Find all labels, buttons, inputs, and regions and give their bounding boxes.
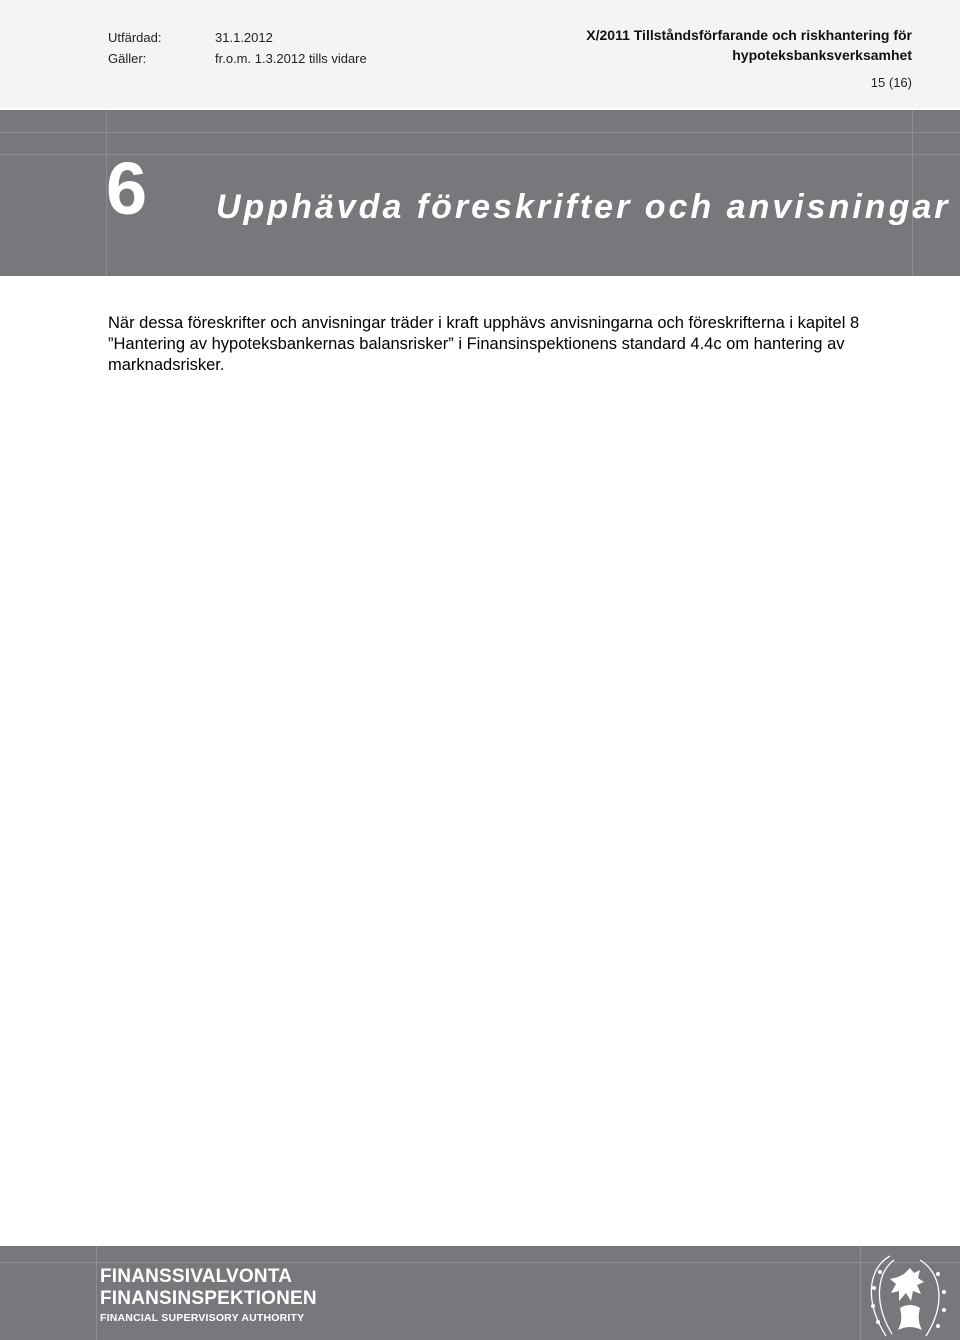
valid-row [108, 48, 367, 69]
band-grid-line [0, 132, 960, 133]
footer-grid-line [0, 1262, 960, 1263]
page-footer [0, 1246, 960, 1340]
logo-line-finnish: FINANSSIVALVONTA [100, 1266, 293, 1287]
valid-label: Gäller: [108, 51, 147, 66]
issued-value: 31.1.2012 [215, 30, 273, 45]
logo-line-swedish: FINANSINSPEKTIONEN [100, 1288, 317, 1309]
page-header [0, 0, 960, 108]
document-title-line1: X/2011 Tillståndsförfarande och riskhantering för [586, 27, 912, 43]
authority-logo [100, 1266, 317, 1326]
issued-row [108, 27, 367, 48]
chapter-number: 6 [106, 147, 148, 230]
valid-value: fr.o.m. 1.3.2012 tills vidare [215, 51, 367, 66]
chapter-heading-band [0, 110, 960, 276]
logo-line-english: FINANCIAL SUPERVISORY AUTHORITY [100, 1312, 305, 1324]
footer-grid-line [96, 1246, 97, 1340]
header-meta [108, 27, 367, 69]
finnish-lion-emblem-icon [860, 1250, 956, 1340]
issued-label: Utfärdad: [108, 30, 162, 45]
body-paragraph: När dessa föreskrifter och anvisningar träder i kraft upphävs anvisningarna och föreskrifterna i kapitel 8 ”Hantering av hypoteksbankernas balansrisker” i Finansinspektionens standard 4.4c om hantering av marknadsrisker. [108, 314, 860, 374]
document-title-line2: hypoteksbanksverksamhet [732, 47, 912, 63]
chapter-title: Upphävda föreskrifter och anvisningar [216, 188, 951, 226]
document-title [586, 25, 912, 93]
page-number: 15 (16) [870, 75, 912, 90]
